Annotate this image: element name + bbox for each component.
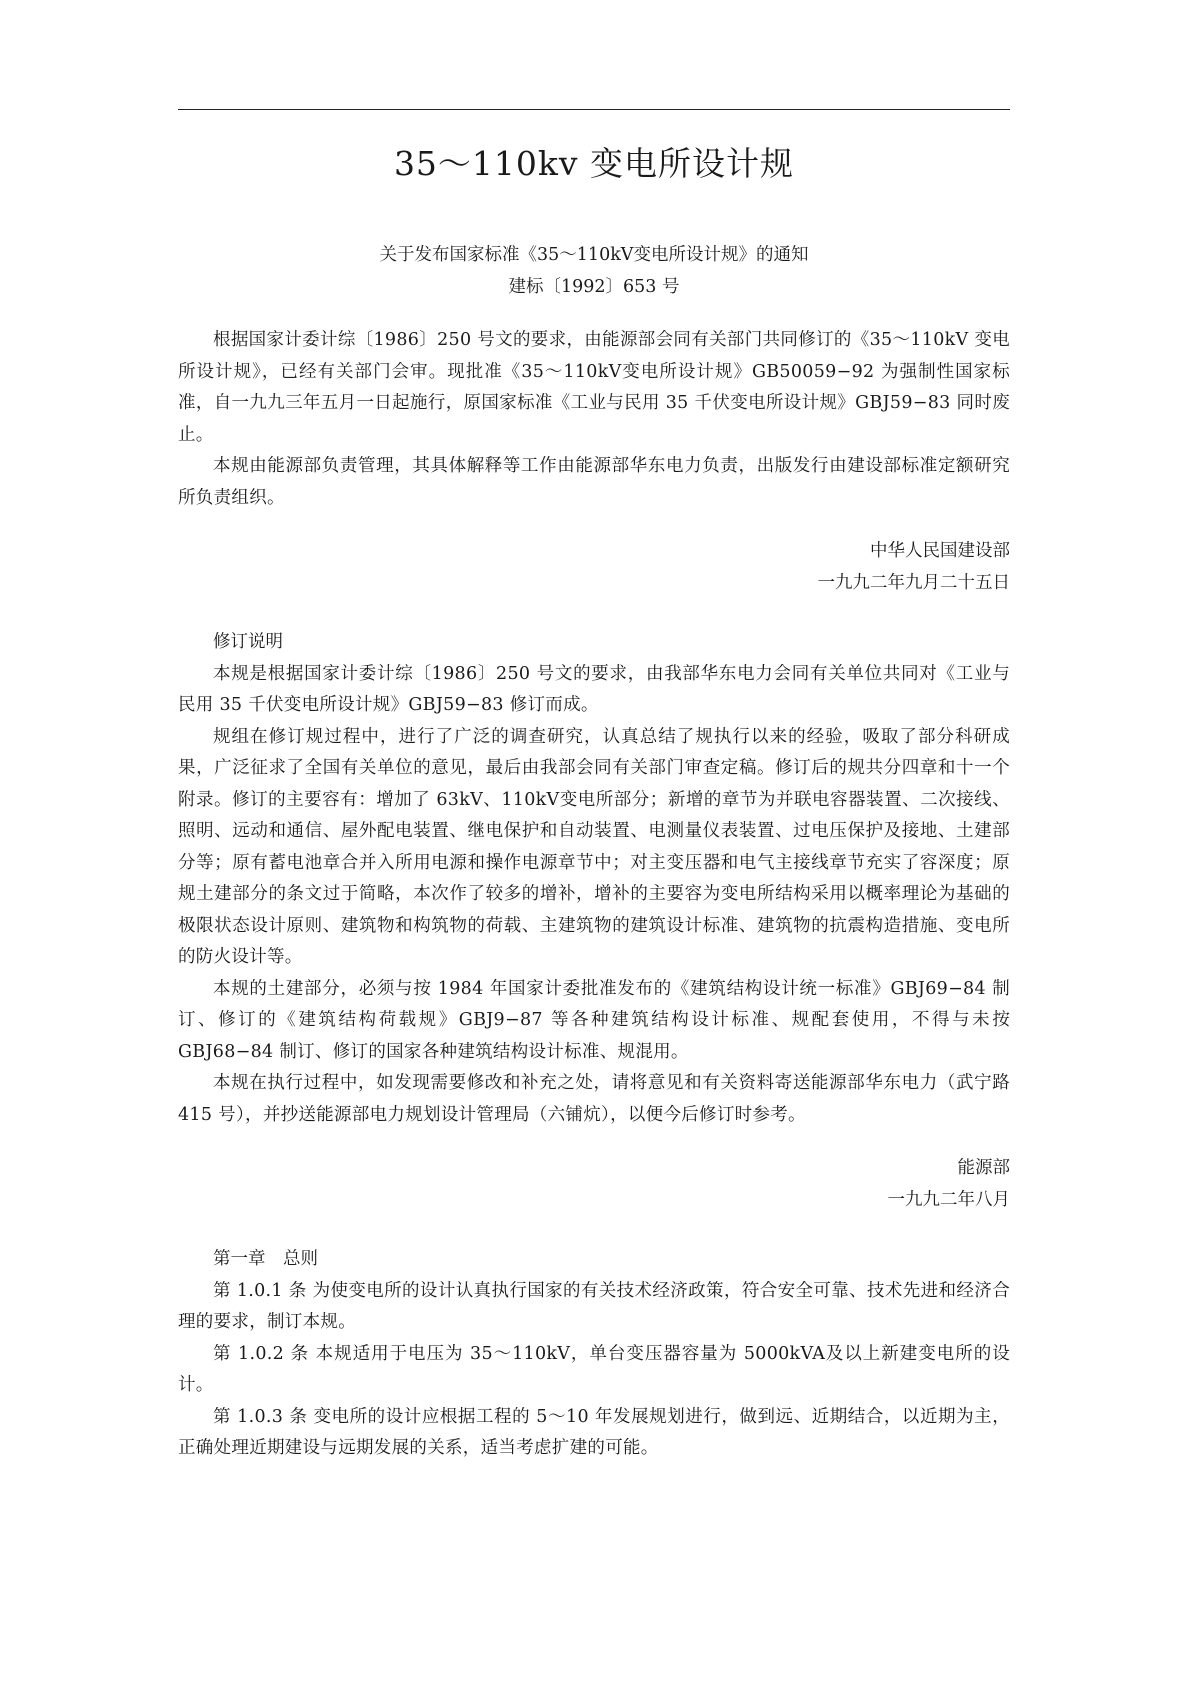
revision-paragraph: 规组在修订规过程中，进行了广泛的调查研究，认真总结了规执行以来的经验，吸取了部分科研成果，广泛征求了全国有关单位的意见，最后由我部会同有关部门审查定稿。修订后的规共分四章和十一个附录。修订的主要容有：增加了 63kV、110kV变电所部分；新增的章节为并联电容器装置、二次接线、照明、远动和通信、屋外配电装置、继电保护和自动装置、电测量仪表装置、过电压保护及接地、土建部分等；原有蓄电池章合并入所用电源和操作电源章节中；对主变压器和电气主接线章节充实了容深度；原规土建部分的条文过于简略，本次作了较多的增补，增补的主要容为变电所结构采用以概率理论为基础的极限状态设计原则、建筑物和构筑物的荷载、主建筑物的建筑设计标准、建筑物的抗震构造措施、变电所的防火设计等。 <box>178 726 1010 967</box>
notice-paragraph: 本规由能源部负责管理，其具体解释等工作由能源部华东电力负责，出版发行由建设部标准定额研究所负责组织。 <box>178 456 1010 508</box>
revision-paragraph: 本规在执行过程中，如发现需要修改和补充之处，请将意见和有关资料寄送能源部华东电力（武宁路 415 号），并抄送能源部电力规划设计管理局（六铺炕），以便今后修订时参考。 <box>178 1073 1010 1125</box>
article-paragraph: 第 1.0.1 条 为使变电所的设计认真执行国家的有关技术经济政策，符合安全可靠、技术先进和经济合理的要求，制订本规。 <box>178 1280 1010 1332</box>
revision-date: 一九九二年八月 <box>887 1189 1010 1210</box>
revision-heading: 修订说明 <box>213 632 283 652</box>
document-body <box>178 240 1010 1465</box>
notice-date: 一九九二年九月二十五日 <box>817 572 1010 593</box>
header-rule <box>178 109 1010 110</box>
revision-paragraph: 本规的土建部分，必须与按 1984 年国家计委批准发布的《建筑结构设计统一标准》GBJ69−84 制订、修订的《建筑结构荷载规》GBJ9−87 等各种建筑结构设计标准、规配套使用，不得与未按 GBJ68−84 制订、修订的国家各种建筑结构设计标准、规混用。 <box>178 978 1010 1062</box>
notice-heading: 关于发布国家标准《35～110kV变电所设计规》的通知 <box>379 245 809 265</box>
article-paragraph: 第 1.0.2 条 本规适用于电压为 35～110kV，单台变压器容量为 5000kVA及以上新建变电所的设计。 <box>178 1343 1010 1395</box>
revision-signer: 能源部 <box>957 1158 1010 1178</box>
revision-paragraph: 本规是根据国家计委计综〔1986〕250 号文的要求，由我部华东电力会同有关单位共同对《工业与民用 35 千伏变电所设计规》GBJ59−83 修订而成。 <box>178 663 1010 715</box>
notice-signer: 中华人民国建设部 <box>870 541 1010 561</box>
article-paragraph: 第 1.0.3 条 变电所的设计应根据工程的 5～10 年发展规划进行，做到远、近期结合，以近期为主，正确处理近期建设与远期发展的关系，适当考虑扩建的可能。 <box>178 1406 1010 1458</box>
chapter-heading: 第一章 总则 <box>213 1249 318 1269</box>
notice-number: 建标〔1992〕653 号 <box>508 276 680 297</box>
notice-paragraph: 根据国家计委计综〔1986〕250 号文的要求，由能源部会同有关部门共同修订的《35～110kV 变电所设计规》，已经有关部门会审。现批准《35～110kV变电所设计规》GB50059−92 为强制性国家标准，自一九九三年五月一日起施行，原国家标准《工业与民用 35 千伏变电所设计规》GBJ59−83 同时废止。 <box>178 330 1010 445</box>
document-title: 35～110kv 变电所设计规 <box>393 144 795 183</box>
